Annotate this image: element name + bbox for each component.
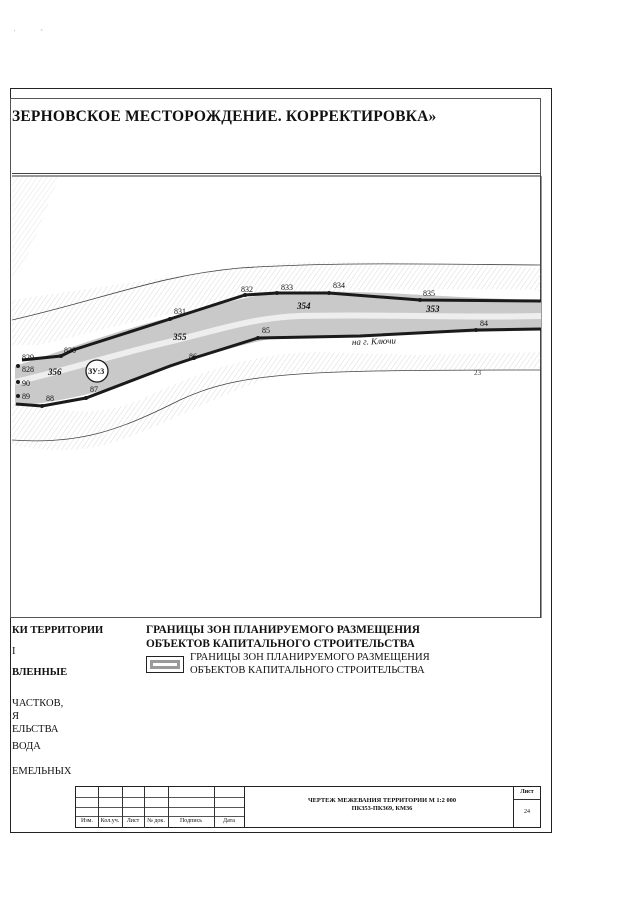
terrain-hatch-corner [12,176,60,280]
legend-left-subheading: ВЛЕННЫЕ [12,667,68,678]
label-85: 85 [262,326,270,335]
legend-left-line2: ЧАСТКОВ, [12,698,64,709]
col-kol-uch: Кол.уч. [100,818,120,824]
corner-marks: ' ˆ [14,30,55,36]
label-829: 829 [22,353,34,362]
label-831: 831 [174,307,186,316]
label-84: 84 [480,319,488,328]
label-835: 835 [423,289,435,298]
label-88: 88 [46,394,54,403]
legend-right-item-line2: ОБЪЕКТОВ КАПИТАЛЬНОГО СТРОИТЕЛЬСТВА [190,664,425,676]
drawing-title: ЗЕРНОВСКОЕ МЕСТОРОЖДЕНИЕ. КОРРЕКТИРОВКА» [12,108,437,125]
legend-left-line1: I [12,646,16,657]
legend-left-heading: КИ ТЕРРИТОРИИ [12,625,104,636]
document-name [246,797,518,814]
col-list: Лист [126,818,140,824]
revision-grid [76,787,245,828]
point-834 [327,291,331,295]
legend-right-item [190,652,470,677]
sheet-box [513,787,540,828]
parcel-354: 354 [297,301,311,311]
legend-left-line5: ВОДА [12,741,41,752]
label-828: 828 [22,365,34,374]
label-833: 833 [281,283,293,292]
parcel-356: 356 [48,367,62,377]
legend-left-line6: ЕМЕЛЬНЫХ [12,766,72,777]
label-834: 834 [333,281,345,290]
legend-right-title-line2: ОБЪЕКТОВ КАПИТАЛЬНОГО СТРОИТЕЛЬСТВА [146,638,415,650]
zu-label: ЗУ:3 [88,367,105,376]
sheet-number: 24 [524,809,530,815]
legend-left-line4: ЕЛЬСТВА [12,724,59,735]
point-84 [474,328,478,332]
label-89: 89 [22,392,30,401]
title-block-stamp [75,786,541,828]
legend-right-item-line1: ГРАНИЦЫ ЗОН ПЛАНИРУЕМОГО РАЗМЕЩЕНИЯ [190,652,430,663]
point-87 [84,396,88,400]
label-830: 830 [64,346,76,355]
label-87: 87 [90,385,98,394]
col-signature: Подпись [179,818,203,824]
document-name-line2: ПК353-ПК369, КМ36 [351,805,413,813]
legend-right-title-line1: ГРАНИЦЫ ЗОН ПЛАНИРУЕМОГО РАЗМЕЩЕНИЯ [146,624,420,636]
point-90 [16,380,20,384]
sheet-label: Лист [520,789,534,795]
point-835 [418,298,422,302]
parcel-355: 355 [173,332,187,342]
point-830 [59,354,63,358]
zone-boundary-swatch [146,656,184,673]
road-label: на г. Ключи [351,335,397,347]
point-833 [275,291,279,295]
point-88 [40,404,44,408]
misc-label: 23 [474,369,481,377]
label-90: 90 [22,379,30,388]
label-832: 832 [241,285,253,294]
point-89 [16,394,20,398]
col-date: Дата [223,818,235,824]
document-name-line1: ЧЕРТЕЖ МЕЖЕВАНИЯ ТЕРРИТОРИИ М 1:2 000 [307,797,457,804]
parcel-353: 353 [426,304,440,314]
point-828 [16,364,20,368]
legend-left-line3: Я [12,711,20,722]
point-831 [168,317,172,321]
col-izm: Изм. [81,818,93,824]
label-86: 86 [189,352,197,361]
point-85 [256,336,260,340]
legend-right-title [146,623,446,651]
col-doc-number: № док. [147,818,165,824]
